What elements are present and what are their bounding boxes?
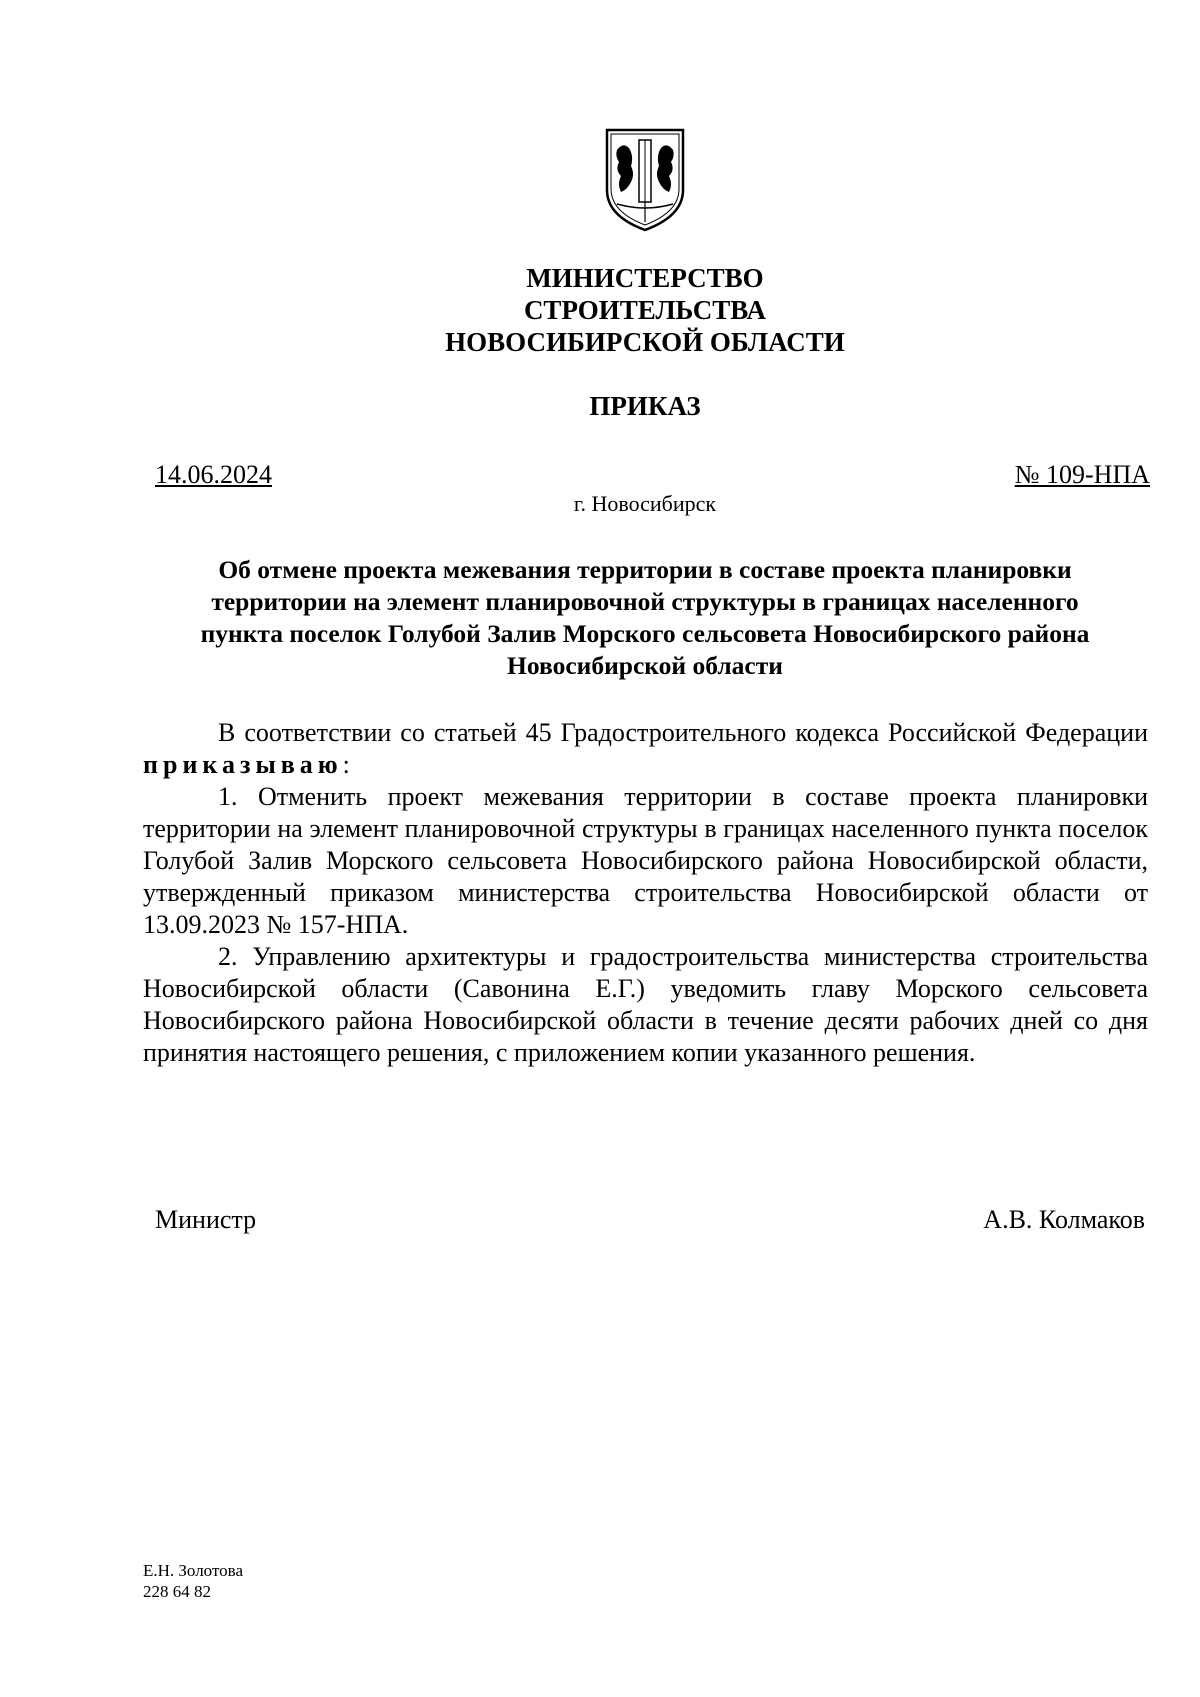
ministry-line: СТРОИТЕЛЬСТВА [523,295,767,325]
coat-of-arms-icon [603,126,687,234]
preamble-text: В соответствии со статьей 45 Градостроительного кодекса Российской Федерации [218,718,1148,747]
decree-suffix: : [342,750,350,779]
executor-name: Е.Н. Золотова [143,1561,244,1580]
decree-word: приказываю [143,750,343,779]
subject-line: пункта поселок Голубой Залив Морского сельсовета Новосибирского района [200,619,1090,648]
signer-name: А.В. Колмаков [983,1205,1145,1234]
ministry-line: НОВОСИБИРСКОЙ ОБЛАСТИ [445,327,845,357]
subject-line: Об отмене проекта межевания территории в составе проекта планировки [218,555,1072,584]
item-2-paragraph: 2. Управлению архитектуры и градостроительства министерства строительства Новосибирской области (Савонина Е.Г.) уведомить главу Морского сельсовета Новосибирского района Новосибирской области в течение десяти рабочих дней со дня принятия настоящего решения, с приложением копии указанного решения. [143,942,1148,1067]
order-date: 14.06.2024 [155,460,272,489]
subject-line: территории на элемент планировочной структуры в границах населенного [211,587,1079,616]
ministry-name [0,262,1200,358]
order-body [143,717,1148,1069]
executor-info [143,1560,243,1602]
document-type: ПРИКАЗ [589,391,701,421]
order-number: № 109-НПА [1014,460,1150,489]
order-city: г. Новосибирск [573,491,717,516]
ministry-line: МИНИСТЕРСТВО [526,263,764,293]
executor-phone: 228 64 82 [143,1582,211,1601]
signer-role: Министр [155,1205,257,1234]
subject-line: Новосибирской области [507,651,783,680]
item-1-paragraph: 1. Отменить проект межевания территории в составе проекта планировки территории на элемент планировочной структуры в границах населенного пункта поселок Голубой Залив Морского сельсовета Новосибирского района Новосибирской области, утвержденный приказом министерства строительства Новосибирской области от 13.09.2023 № 157-НПА. [143,782,1148,939]
preamble-paragraph [143,717,1148,781]
order-subject [145,554,1145,682]
